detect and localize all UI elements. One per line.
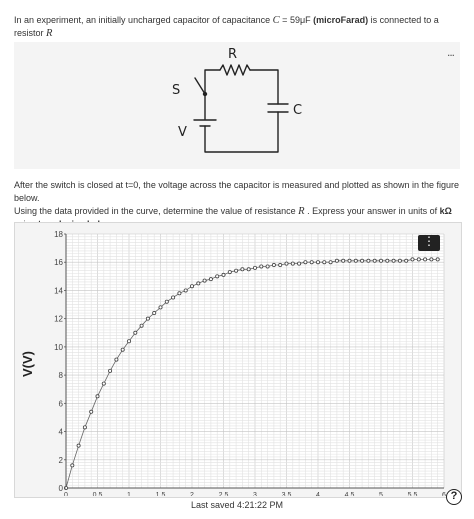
data-point <box>209 278 212 281</box>
help-icon[interactable]: ? <box>446 489 462 505</box>
data-point <box>127 340 130 343</box>
question-line-2 <box>14 205 464 218</box>
data-point <box>109 369 112 372</box>
y-tick-label: 6 <box>58 399 63 409</box>
data-point <box>279 263 282 266</box>
resistance-symbol-2: R <box>298 206 305 217</box>
bottom-wire <box>205 112 278 152</box>
y-tick-labels <box>54 230 66 493</box>
y-tick-label: 0 <box>58 484 63 493</box>
data-point <box>379 259 382 262</box>
data-point <box>329 261 332 264</box>
top-right-wire <box>250 70 278 104</box>
x-tick-label: 1 <box>127 492 131 496</box>
data-point <box>216 275 219 278</box>
data-point <box>140 324 143 327</box>
y-tick-label: 16 <box>54 258 63 268</box>
data-point <box>178 292 181 295</box>
data-point <box>184 289 187 292</box>
y-tick-label: 10 <box>54 342 63 352</box>
capacitance-unit-name: (microFarad) <box>313 15 369 25</box>
x-tick-label: 0.5 <box>92 492 103 496</box>
data-point <box>121 348 124 351</box>
x-tick-label: 2 <box>190 492 194 496</box>
data-point <box>417 258 420 261</box>
data-point <box>190 285 193 288</box>
switch-lever <box>195 78 205 94</box>
data-point <box>134 331 137 334</box>
data-point <box>285 262 288 265</box>
y-tick-label: 14 <box>54 286 63 296</box>
data-point <box>83 426 86 429</box>
data-point <box>424 258 427 261</box>
y-tick-label: 2 <box>58 455 63 465</box>
data-point <box>71 464 74 467</box>
problem-line-1 <box>14 14 464 40</box>
data-point <box>90 410 93 413</box>
x-tick-label: 5 <box>379 492 383 496</box>
data-point <box>323 261 326 264</box>
data-point <box>222 273 225 276</box>
resistance-symbol: R <box>46 28 53 39</box>
data-point <box>197 282 200 285</box>
data-point <box>361 259 364 262</box>
data-point <box>260 265 263 268</box>
data-point <box>335 259 338 262</box>
data-point <box>354 259 357 262</box>
resistor-zigzag <box>220 65 250 75</box>
capacitor-label: C <box>293 103 303 118</box>
data-point <box>436 258 439 261</box>
question-line-2b: . Express your answer in units of <box>304 206 440 216</box>
data-point <box>247 268 250 271</box>
y-tick-label: 8 <box>58 371 63 381</box>
x-tick-label: 5.5 <box>407 492 418 496</box>
y-tick-label: 12 <box>54 314 63 324</box>
question-line-1: After the switch is closed at t=0, the voltage across the capacitor is measured and plotted as shown in the figure below. <box>14 180 459 203</box>
switch-label: S <box>172 83 181 98</box>
resistor-label: R <box>228 47 238 62</box>
circuit-diagram <box>14 42 460 169</box>
data-point <box>316 261 319 264</box>
data-point <box>228 271 231 274</box>
data-point <box>348 259 351 262</box>
data-point <box>102 382 105 385</box>
circuit-figure <box>14 42 460 169</box>
graph-more-options-button[interactable]: ⋮ <box>418 235 440 251</box>
battery-label: V <box>178 125 187 140</box>
data-point <box>310 261 313 264</box>
data-point <box>96 395 99 398</box>
x-tick-label: 2.5 <box>218 492 229 496</box>
data-point <box>77 444 80 447</box>
data-point <box>172 296 175 299</box>
data-point <box>253 266 256 269</box>
capacitance-symbol: C <box>272 15 280 26</box>
data-point <box>392 259 395 262</box>
capacitance-value: 59μF <box>289 15 311 25</box>
data-point <box>272 263 275 266</box>
data-point <box>203 279 206 282</box>
top-left-wire <box>205 70 220 94</box>
data-point <box>367 259 370 262</box>
x-tick-label: 6 <box>442 492 446 496</box>
y-axis-label: V(V) <box>20 351 35 377</box>
data-point <box>165 300 168 303</box>
data-point <box>159 306 162 309</box>
data-point <box>146 317 149 320</box>
data-point <box>235 269 238 272</box>
data-point <box>430 258 433 261</box>
x-tick-label: 4 <box>316 492 320 496</box>
x-tick-label: 1.5 <box>155 492 166 496</box>
answer-unit: kΩ <box>439 206 452 216</box>
data-point <box>153 311 156 314</box>
equals-sign: = <box>279 15 290 25</box>
chart-grid <box>66 234 444 488</box>
x-tick-label: 3 <box>253 492 257 496</box>
problem-intro-text: In an experiment, an initially uncharged capacitor of capacitance <box>14 15 273 25</box>
data-point <box>342 259 345 262</box>
data-point <box>291 262 294 265</box>
last-saved-status: Last saved 4:21:22 PM <box>190 500 284 510</box>
data-point <box>304 261 307 264</box>
data-point <box>386 259 389 262</box>
data-point <box>398 259 401 262</box>
problem-intro-end: is connected to a resistor <box>14 15 439 38</box>
x-tick-label: 0 <box>64 492 68 496</box>
x-tick-labels <box>64 492 446 496</box>
data-point <box>373 259 376 262</box>
data-point <box>405 259 408 262</box>
voltage-time-chart <box>14 222 460 496</box>
circuit-more-options-button[interactable]: ... <box>446 45 454 59</box>
data-point <box>266 265 269 268</box>
x-tick-label: 3.5 <box>281 492 292 496</box>
data-point <box>298 262 301 265</box>
question-line-2a: Using the data provided in the curve, determine the value of resistance <box>14 206 299 216</box>
data-point <box>411 258 414 261</box>
y-tick-label: 18 <box>54 230 63 239</box>
y-tick-label: 4 <box>58 427 63 437</box>
data-point <box>115 358 118 361</box>
data-point <box>241 268 244 271</box>
x-tick-label: 4.5 <box>344 492 355 496</box>
